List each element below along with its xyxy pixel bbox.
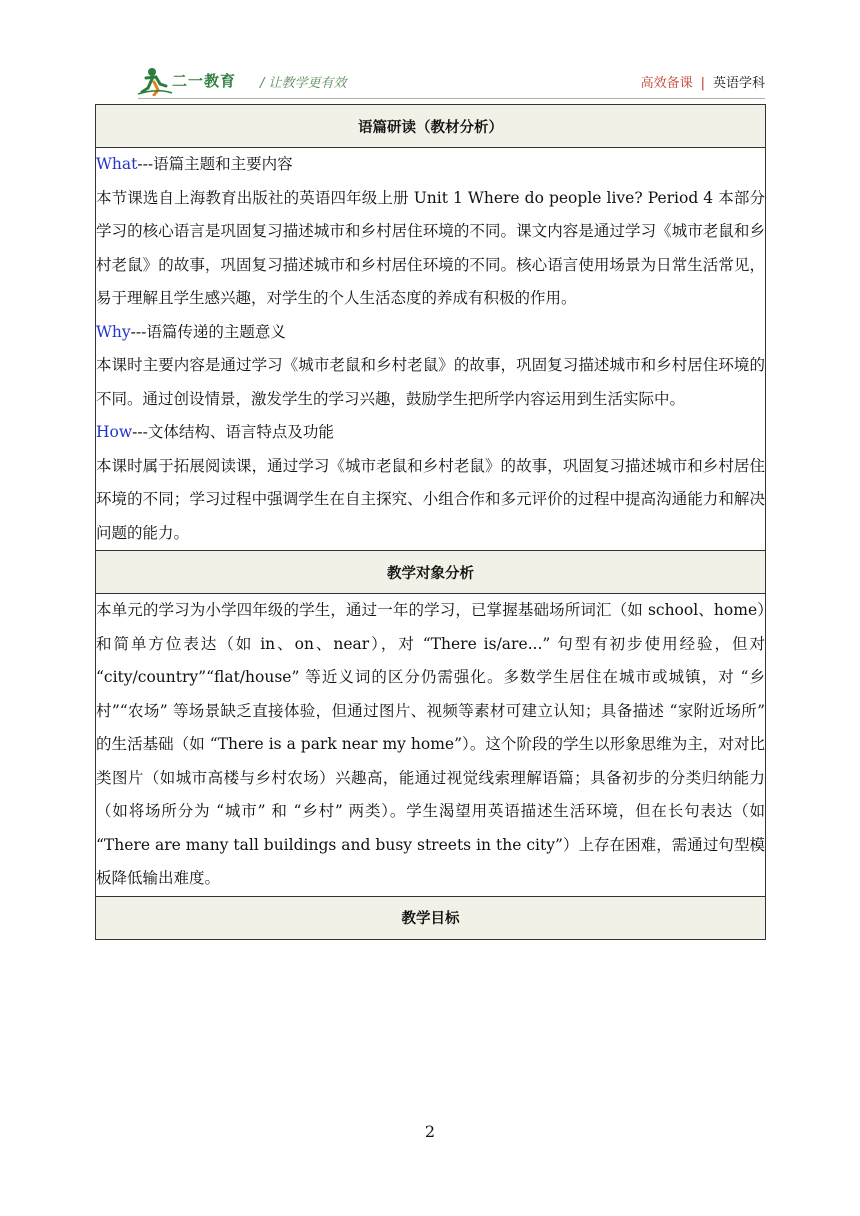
page-header	[138, 64, 765, 100]
what-heading-text: ---语篇主题和主要内容	[137, 155, 293, 173]
why-heading-text: ---语篇传递的主题意义	[130, 322, 286, 341]
how-keyword: How	[96, 423, 133, 441]
header-separator: |	[700, 76, 705, 91]
what-heading	[96, 148, 765, 182]
header-subject	[641, 72, 765, 91]
how-heading-text: ---文体结构、语言特点及功能	[132, 423, 334, 441]
what-keyword: What	[96, 155, 138, 173]
header-slogan: / 让教学更有效	[260, 76, 347, 91]
header-divider	[138, 98, 765, 99]
logo-text: 二一教育	[172, 72, 237, 90]
student-analysis-paragraph: 本单元的学习为小学四年级的学生，通过一年的学习，已掌握基础场所词汇（如 school、home）和简单方位表达（如 in、on、near），对 “There is/are...” 句型有初步使用经验，但对 “city/country”“flat/house” 等近义词的区分仍需强化。多数学生居住在城市或城镇，对 “乡村”“农场” 等场景缺乏直接体验，但通过图片、视频等素材可建立认知；具备描述 “家附近场所” 的生活基础（如 “There is a park near my home”）。这个阶段的学生以形象思维为主，对对比类图片（如城市高楼与乡村农场）兴趣高，能通过视觉线索理解语篇；具备初步的分类归纳能力（如将场所分为 “城市” 和 “乡村” 两类）。学生渴望用英语描述生活环境，但在长句表达（如 “There are many tall buildings and busy streets in the city”）上存在困难，需通过句型模板降低输出难度。	[96, 601, 765, 887]
how-heading	[96, 416, 765, 450]
why-keyword: Why	[96, 322, 131, 341]
why-heading	[96, 316, 765, 350]
text-analysis-content	[96, 148, 766, 551]
lesson-plan-table	[95, 104, 766, 940]
page-number: 2	[424, 1122, 436, 1141]
section-title-student-analysis: 教学对象分析	[96, 551, 766, 594]
section-title-text-analysis: 语篇研读（教材分析）	[96, 105, 766, 148]
section-title-teaching-goals: 教学目标	[96, 896, 766, 939]
header-subject-label: 英语学科	[712, 76, 765, 91]
header-prep-label: 高效备课	[640, 76, 693, 91]
how-paragraph: 本课时属于拓展阅读课，通过学习《城市老鼠和乡村老鼠》的故事，巩固复习描述城市和乡村居住环境的不同；学习过程中强调学生在自主探究、小组合作和多元评价的过程中提高沟通能力和解决问题的能力。	[96, 456, 765, 542]
student-analysis-content	[96, 594, 766, 897]
why-paragraph: 本课时主要内容是通过学习《城市老鼠和乡村老鼠》的故事，巩固复习描述城市和乡村居住环境的不同。通过创设情景，激发学生的学习兴趣，鼓励学生把所学内容运用到生活实际中。	[96, 356, 765, 408]
what-paragraph: 本节课选自上海教育出版社的英语四年级上册 Unit 1 Where do people live? Period 4 本部分学习的核心语言是巩固复习描述城市和乡村居住环境的不同。课文内容是通过学习《城市老鼠和乡村老鼠》的故事，巩固复习描述城市和乡村居住环境的不同。核心语言使用场景为日常生活常见，易于理解且学生感兴趣，对学生的个人生活态度的养成有积极的作用。	[96, 188, 765, 307]
